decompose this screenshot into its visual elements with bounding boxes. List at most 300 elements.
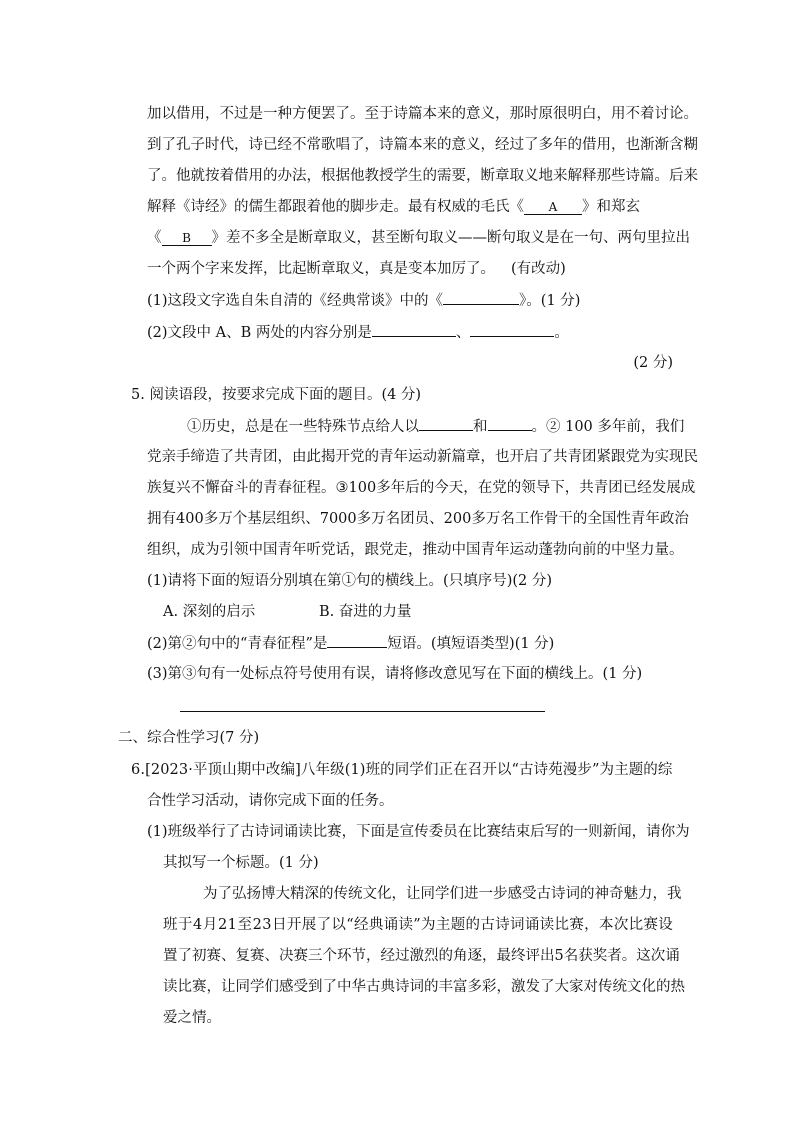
text-glyph: 新 [602, 824, 618, 840]
text-glyph: 主 [614, 762, 629, 778]
text-glyph: 拥 [147, 511, 162, 527]
question-text: (1)这段文字选自朱自清的《经典常谈》中的《 [147, 293, 444, 309]
text-glyph: 的 [572, 511, 588, 527]
text-glyph: 兴 [176, 480, 191, 496]
text-glyph: 便 [306, 106, 321, 122]
text-glyph: 对 [583, 979, 598, 995]
text-glyph: 在 [453, 762, 468, 778]
text-glyph: 个 [322, 948, 337, 964]
text-glyph: 步 [577, 762, 592, 778]
text-glyph: 的 [422, 168, 437, 184]
q5-para-line-2 [147, 447, 698, 467]
text-glyph: 0 [185, 511, 195, 527]
text-glyph: 不 [292, 137, 307, 153]
text-glyph: 懈 [205, 480, 220, 496]
text-glyph: 讨 [654, 106, 669, 122]
text-glyph: 同 [394, 762, 410, 778]
q4-sub1 [147, 290, 580, 311]
news-line-1 [203, 884, 682, 904]
text-glyph: 歌 [321, 137, 336, 153]
text-glyph: 奋 [219, 480, 234, 496]
text-glyph: 古 [240, 824, 255, 840]
q5-para-line-1 [187, 416, 684, 437]
text-glyph: 是 [248, 106, 263, 122]
text-glyph: ， [611, 137, 626, 153]
text-glyph: 常 [306, 137, 321, 153]
text-glyph: ， [596, 106, 611, 122]
text-glyph: 比 [554, 917, 569, 933]
text-glyph: 论 [669, 106, 684, 122]
text-glyph: 章 [466, 449, 481, 465]
text-glyph: 0 [194, 511, 204, 527]
text-glyph: 学 [393, 168, 408, 184]
text-glyph: 义 [480, 106, 495, 122]
text-glyph: 经 [353, 917, 369, 933]
text-glyph: 漫 [562, 762, 578, 778]
text-glyph: ， [206, 979, 221, 995]
text-glyph: 日 [272, 917, 287, 933]
text-glyph: 0 [357, 480, 367, 496]
text-glyph: 了 [217, 886, 232, 902]
text-glyph: 法 [292, 168, 307, 184]
text-glyph: 班 [163, 917, 178, 933]
text-glyph: 获 [578, 948, 593, 964]
text-glyph: ， [463, 480, 478, 496]
text-glyph: 这 [636, 948, 651, 964]
text-glyph: 热 [670, 979, 685, 995]
text-glyph: 2 [169, 762, 179, 778]
text-glyph: 0 [347, 511, 357, 527]
text-glyph: 据 [335, 168, 350, 184]
text-glyph: 次 [613, 917, 629, 933]
text-glyph: 的 [580, 886, 595, 902]
text-glyph: ) [161, 824, 168, 840]
text-glyph: 学 [409, 762, 424, 778]
text-glyph: 经 [637, 480, 652, 496]
text-glyph: 家 [569, 979, 584, 995]
text-glyph: 根 [321, 168, 336, 184]
text-glyph: 激 [511, 979, 526, 995]
text-glyph: 发 [525, 979, 540, 995]
text-glyph: 的 [437, 137, 452, 153]
text-glyph: 诗 [393, 106, 408, 122]
text-glyph: 意 [451, 137, 466, 153]
text-glyph: 0 [366, 480, 377, 496]
text-glyph: 党 [492, 480, 507, 496]
text-glyph: 们 [264, 979, 279, 995]
text-glyph: 比 [177, 979, 192, 995]
text-glyph: 角 [453, 948, 468, 964]
text-glyph: 一 [573, 824, 589, 840]
text-glyph: 4 [176, 511, 186, 527]
text-glyph: 紧 [596, 449, 611, 465]
text-glyph: 此 [306, 449, 321, 465]
text-glyph: 万 [371, 511, 386, 527]
text-glyph: 赛 [206, 948, 221, 964]
text-glyph: 诗 [379, 137, 394, 153]
text-glyph: 民 [683, 449, 698, 465]
text-glyph: 统 [348, 886, 363, 902]
text-glyph: 化 [641, 979, 656, 995]
q5-option-b: B. 奋进的力量 [319, 604, 412, 620]
blank-a: A [524, 200, 582, 215]
text-glyph: 的 [424, 979, 439, 995]
section-2-title: 二、综合性学习(7 分) [118, 730, 260, 746]
text-glyph: 名 [563, 948, 579, 964]
text-glyph: 用 [248, 168, 263, 184]
text-glyph: 4 [192, 917, 203, 933]
text-glyph: 富 [453, 979, 468, 995]
text-glyph: 多 [471, 511, 486, 527]
text-glyph: 主 [435, 917, 451, 933]
text-glyph: 同 [235, 979, 250, 995]
text-glyph: 步 [493, 886, 508, 902]
question-text: 和 [473, 419, 488, 435]
answer-blank[interactable] [372, 322, 456, 337]
text-glyph: 期 [236, 762, 252, 778]
text-glyph: 多 [467, 979, 482, 995]
text-glyph: 程 [306, 480, 321, 496]
text-glyph: 比 [312, 824, 328, 840]
passage-line-6 [147, 259, 566, 279]
text-glyph: 团 [400, 511, 415, 527]
q5-option-a: A. 深刻的启示 [163, 604, 256, 620]
text-glyph: 青 [248, 449, 263, 465]
text-glyph: ， [652, 886, 667, 902]
q6-line-2: 合性学习活动，请你完成下面的任务。 [147, 793, 394, 809]
text-glyph: 于 [379, 106, 394, 122]
text-glyph: 比 [472, 824, 487, 840]
text-glyph: 青 [630, 511, 646, 527]
text-glyph: 章 [495, 168, 510, 184]
text-glyph: 让 [406, 886, 421, 902]
text-glyph: 了 [322, 979, 337, 995]
text-glyph: 新 [437, 449, 452, 465]
text-glyph: 、 [264, 948, 279, 964]
text-glyph: ， [480, 137, 495, 153]
text-glyph: . [140, 762, 145, 778]
answer-blank[interactable] [327, 633, 387, 648]
text-glyph: 们 [449, 886, 464, 902]
text-glyph: 为 [675, 824, 690, 840]
text-glyph: 的 [364, 449, 379, 465]
text-glyph: 多 [356, 511, 372, 527]
text-glyph: ( [344, 762, 351, 778]
text-glyph: ) [359, 762, 366, 778]
text-glyph: 由 [292, 449, 307, 465]
text-glyph: 7 [319, 511, 329, 527]
text-glyph: 下 [356, 824, 371, 840]
text-glyph: 古 [536, 886, 551, 902]
text-glyph: 古 [480, 917, 495, 933]
text-glyph: 断 [480, 168, 495, 184]
text-glyph: 不 [219, 106, 234, 122]
text-glyph: 年 [645, 511, 660, 527]
text-glyph: 诗 [254, 824, 270, 840]
text-glyph: 基 [247, 511, 262, 527]
text-glyph: 在 [457, 824, 473, 840]
text-glyph: [ [145, 762, 151, 778]
text-glyph: ， [306, 168, 321, 184]
text-glyph: 诗 [248, 137, 263, 153]
text-glyph: 有 [161, 511, 176, 527]
text-glyph: 赛 [293, 948, 308, 964]
text-glyph: 典 [380, 979, 395, 995]
text-glyph: 万 [485, 511, 501, 527]
q5-para-line-3 [147, 478, 696, 498]
text-glyph: 就 [190, 168, 205, 184]
q6-line-1 [131, 760, 673, 780]
text-glyph: 赛 [569, 917, 584, 933]
text-glyph: 到 [308, 979, 323, 995]
text-glyph: ， [391, 886, 406, 902]
text-glyph: 诵 [665, 948, 680, 964]
question-text: 。② 100 多年前，我们 [531, 419, 685, 435]
passage-line-1 [147, 104, 698, 124]
text-glyph: 于 [177, 917, 193, 933]
text-glyph: 决 [279, 948, 294, 964]
text-glyph: ， [466, 168, 481, 184]
text-glyph: 今 [434, 480, 449, 496]
text-glyph: 现 [669, 449, 684, 465]
text-glyph: ， [496, 979, 511, 995]
text-glyph: 面 [370, 824, 386, 840]
text-glyph: 时 [205, 137, 220, 153]
text-glyph: 运 [408, 449, 423, 465]
text-glyph: 们 [423, 762, 439, 778]
text-glyph: 名 [500, 511, 515, 527]
text-glyph: 导 [535, 480, 551, 496]
answer-blank[interactable] [470, 322, 554, 337]
text-glyph: 的 [451, 106, 466, 122]
text-glyph: 后 [669, 168, 684, 184]
news-line-4 [163, 977, 685, 997]
text-glyph: 篇 [393, 137, 408, 153]
text-glyph: 以 [331, 917, 346, 933]
text-glyph: 展 [666, 480, 681, 496]
text-glyph: 扬 [246, 886, 261, 902]
text-glyph: 青 [263, 480, 278, 496]
text-glyph: 不 [190, 480, 205, 496]
q5-sub2 [147, 633, 554, 654]
text-glyph: 一 [263, 106, 278, 122]
q5-sub3: (3)第③句有一处标点符号使用有误，请将修改意见写在下面的横线上。(1 分) [147, 666, 643, 682]
news-line-2 [163, 915, 673, 935]
text-glyph: 、 [221, 948, 236, 964]
text-glyph: 已 [263, 137, 278, 153]
text-glyph: 、 [305, 511, 320, 527]
text-glyph: 八 [300, 762, 316, 778]
text-glyph: 共 [553, 449, 568, 465]
text-glyph: 诗 [533, 762, 549, 778]
text-glyph: 平 [192, 762, 208, 778]
text-glyph: 义 [466, 137, 481, 153]
text-glyph: 环 [337, 948, 352, 964]
text-glyph: 宣 [399, 824, 415, 840]
text-glyph: 白 [582, 106, 597, 122]
text-glyph: 团 [582, 449, 597, 465]
q5-sub1: (1)请将下面的短语分别填在第①句的横线上。(只填序号)(2 分) [147, 573, 552, 589]
text-glyph: 了 [350, 137, 365, 153]
text-glyph: 开 [509, 449, 524, 465]
text-glyph: 到 [147, 137, 162, 153]
text-glyph: 缔 [190, 449, 205, 465]
text-glyph: 一 [478, 886, 493, 902]
text-glyph: 学 [250, 979, 265, 995]
text-glyph: 多 [203, 511, 219, 527]
text-glyph: 国 [601, 511, 617, 527]
q6-sub1-line-2: 其拟写一个标题。(1 分) [163, 855, 319, 871]
text-glyph: 名 [385, 511, 401, 527]
text-glyph: 他 [350, 168, 365, 184]
text-glyph: 取 [509, 168, 524, 184]
text-glyph: 作 [529, 511, 544, 527]
text-glyph: 为 [640, 449, 655, 465]
text-glyph: 释 [582, 168, 597, 184]
text-glyph: 2 [443, 511, 453, 527]
text-glyph: 至 [237, 917, 252, 933]
text-glyph: 诗 [395, 979, 410, 995]
text-glyph: 来 [553, 168, 568, 184]
text-glyph: 团 [608, 480, 623, 496]
text-glyph: 启 [524, 449, 539, 465]
question-text: 。 [554, 325, 569, 341]
text-glyph: 文 [627, 979, 642, 995]
text-glyph: 本 [422, 106, 437, 122]
text-glyph: 是 [385, 824, 400, 840]
text-glyph: 丰 [438, 979, 453, 995]
text-glyph: 党 [147, 449, 162, 465]
text-glyph: 揭 [321, 449, 336, 465]
q5-title: 5. 阅读语段，按要求完成下面的题目。(4 分) [131, 387, 422, 403]
text-glyph: 编 [280, 762, 295, 778]
text-glyph: 0 [338, 511, 348, 527]
passage-text: 》差不多全是断章取义，甚至断句取义——断句取义是在一句、两句里拉出 [211, 230, 690, 246]
text-glyph: 请 [646, 824, 661, 840]
text-glyph: 方 [292, 106, 307, 122]
text-glyph: 办 [277, 168, 292, 184]
question-text: 、 [455, 325, 471, 341]
text-glyph: 召 [467, 762, 483, 778]
q4-score: (2 分) [633, 355, 673, 371]
text-glyph: 的 [248, 480, 263, 496]
text-glyph: 赛 [643, 917, 658, 933]
text-glyph: 也 [625, 137, 640, 153]
text-glyph: 的 [656, 979, 671, 995]
passage-line-3 [147, 166, 698, 186]
text-glyph: 至 [364, 106, 379, 122]
text-glyph: 感 [507, 886, 522, 902]
text-glyph: 展 [301, 917, 317, 933]
text-glyph: 万 [218, 511, 233, 527]
text-glyph: 春 [277, 480, 292, 496]
text-glyph: 时 [524, 106, 539, 122]
text-glyph: 词 [409, 979, 424, 995]
text-glyph: · [188, 762, 193, 778]
text-glyph: 奇 [609, 886, 624, 902]
text-glyph: 的 [465, 917, 481, 933]
text-glyph: 代 [219, 137, 234, 153]
text-glyph: 用 [190, 106, 205, 122]
text-glyph: 山 [222, 762, 237, 778]
answer-blank[interactable] [443, 290, 519, 305]
text-glyph: 6 [131, 762, 141, 778]
text-glyph: 2 [218, 917, 228, 933]
text-glyph: 原 [538, 106, 553, 122]
passage-text: 解释《诗经》的儒生都跟着他的脚步走。最有权威的毛氏《 [147, 199, 524, 215]
text-glyph: 烈 [424, 948, 439, 964]
text-glyph: 复 [235, 948, 250, 964]
text-glyph: 题 [450, 917, 466, 933]
text-glyph: 则 [588, 824, 603, 840]
text-glyph: 加 [147, 106, 162, 122]
text-glyph: 让 [221, 979, 236, 995]
text-glyph: ， [495, 106, 510, 122]
text-glyph: 动 [422, 449, 437, 465]
text-glyph: 天 [448, 480, 464, 496]
text-glyph: 工 [514, 511, 530, 527]
answer-blank[interactable] [419, 416, 473, 431]
text-glyph: 诵 [283, 824, 299, 840]
text-glyph: 按 [205, 168, 220, 184]
text-glyph: 者 [607, 948, 622, 964]
question-text: ①历史，总是在一些特殊节点给人以 [187, 419, 419, 435]
text-glyph: 征 [292, 480, 307, 496]
text-glyph: 读 [539, 917, 555, 933]
text-glyph: 共 [234, 449, 249, 465]
question-text: 短语。(填短语类型)(1 分) [387, 636, 555, 652]
text-glyph: 大 [275, 886, 290, 902]
text-glyph: 生 [408, 168, 423, 184]
text-glyph: 手 [176, 449, 191, 465]
text-glyph: 后 [530, 824, 545, 840]
text-glyph: 过 [234, 106, 249, 122]
text-glyph: 了 [161, 137, 176, 153]
text-glyph: 受 [293, 979, 308, 995]
text-glyph: 意 [466, 106, 481, 122]
text-glyph: 博 [261, 886, 276, 902]
text-glyph: 很 [553, 106, 568, 122]
text-glyph: 1 [348, 480, 358, 496]
passage-line-2 [147, 135, 698, 155]
text-glyph: 本 [408, 137, 423, 153]
text-glyph: 委 [428, 824, 444, 840]
answer-blank[interactable] [488, 416, 532, 431]
text-glyph: ， [366, 948, 381, 964]
text-glyph: 了 [524, 137, 539, 153]
text-glyph: 借 [234, 168, 249, 184]
text-glyph: 的 [643, 762, 658, 778]
text-glyph: 诗 [625, 168, 640, 184]
text-glyph: 。 [161, 168, 176, 184]
text-glyph: 性 [616, 511, 631, 527]
text-glyph: 种 [277, 106, 292, 122]
blank-b: B [162, 231, 212, 246]
text-glyph: ” [413, 917, 421, 933]
text-glyph: 过 [395, 948, 410, 964]
text-glyph: 开 [286, 917, 302, 933]
text-glyph: ， [564, 480, 580, 496]
answer-line[interactable] [180, 711, 545, 712]
text-glyph: 已 [622, 480, 638, 496]
text-glyph: 为 [421, 917, 436, 933]
text-glyph: 了 [219, 449, 234, 465]
text-glyph: 他 [176, 168, 191, 184]
text-glyph: 的 [419, 480, 435, 496]
text-glyph: 教 [364, 168, 379, 184]
text-glyph: 。 [654, 168, 669, 184]
text-glyph: 以 [161, 106, 176, 122]
